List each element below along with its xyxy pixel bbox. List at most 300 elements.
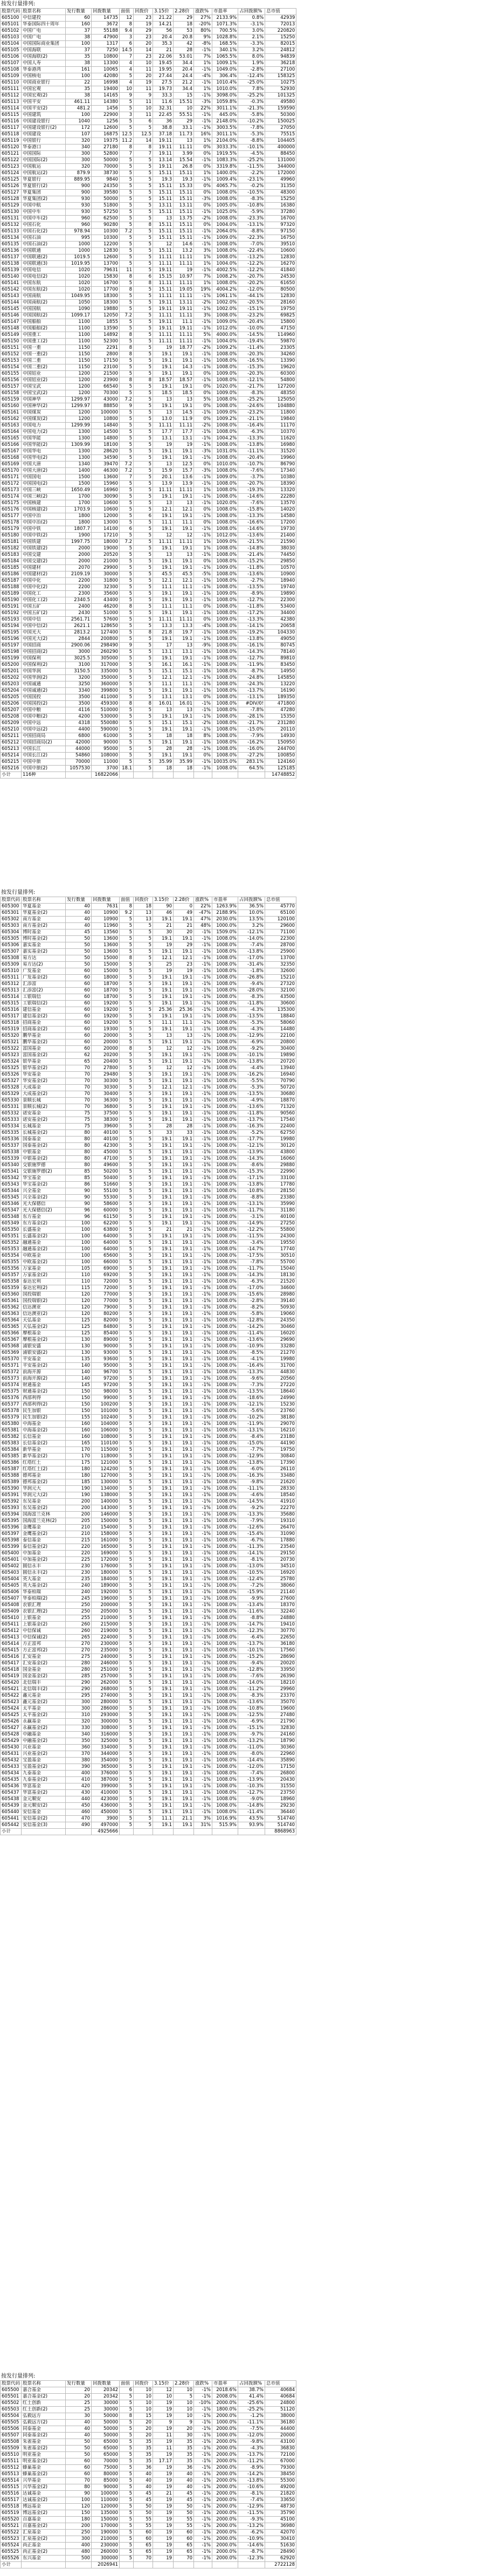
cell-share[interactable]: -13.1%: [238, 1428, 265, 1434]
cell-callback[interactable]: 172000: [92, 1557, 120, 1563]
cell-face[interactable]: 5: [120, 1091, 134, 1098]
cell-callback[interactable]: 61000: [92, 733, 120, 740]
cell-name[interactable]: 德邦基金(2): [22, 1479, 66, 1486]
cell-pe[interactable]: 1008.0%: [212, 1363, 238, 1369]
cell-cb-price[interactable]: 20: [134, 2433, 153, 2439]
cell-issue[interactable]: 3250: [66, 681, 92, 688]
cell-share[interactable]: -10.5%: [238, 1570, 265, 1576]
cell-change[interactable]: -1%: [194, 1725, 212, 1732]
cell-price-228[interactable]: 19.1: [174, 1771, 194, 1777]
table-row[interactable]: [1, 468, 296, 474]
cell-name[interactable]: 信达澳亚(2): [22, 1311, 66, 1318]
cell-pe[interactable]: 1008.0%: [212, 1020, 238, 1027]
cell-face[interactable]: 4: [120, 60, 134, 67]
cell-callback[interactable]: 110000: [92, 2497, 120, 2504]
cell-pe[interactable]: 2064.0%: [212, 229, 238, 235]
cell-face[interactable]: 5: [120, 1803, 134, 1809]
cell-callback[interactable]: 16998: [92, 80, 120, 86]
cell-change[interactable]: -1%: [194, 2543, 212, 2549]
cell-name[interactable]: 华安基金(2): [22, 1078, 66, 1085]
cell-issue[interactable]: 70000: [66, 759, 92, 766]
cell-code[interactable]: 605304: [1, 929, 22, 936]
cell-pe[interactable]: 2000.0%: [212, 2439, 238, 2446]
cell-pe[interactable]: 1008.0%: [212, 248, 238, 254]
cell-face[interactable]: 5: [120, 455, 134, 462]
cell-issue[interactable]: 3000: [66, 649, 92, 656]
cell-share[interactable]: 0.8%: [238, 15, 265, 22]
table-row[interactable]: [1, 1706, 296, 1712]
cell-code[interactable]: 605156: [1, 377, 22, 384]
cell-price-228[interactable]: 19.1: [174, 1667, 194, 1673]
cell-cb-price[interactable]: 20: [134, 73, 153, 80]
cell-price-228[interactable]: 12: [174, 1065, 194, 1072]
cell-price-228[interactable]: 19.1: [174, 1117, 194, 1124]
cell-share[interactable]: -16.3%: [238, 1124, 265, 1130]
cell-face[interactable]: 5: [120, 429, 134, 436]
cell-face[interactable]: 5: [120, 1486, 134, 1492]
cell-face[interactable]: 5: [120, 1809, 134, 1816]
cell-share[interactable]: -24.8%: [238, 675, 265, 681]
cell-name[interactable]: 中国招商(2): [22, 649, 66, 656]
table-row[interactable]: [1, 371, 296, 377]
cell-code[interactable]: 605136: [1, 248, 22, 254]
cell-price-315[interactable]: 19.1: [153, 1466, 174, 1473]
cell-issue[interactable]: 40: [66, 923, 92, 929]
cell-price-228[interactable]: 14.5: [174, 410, 194, 416]
cell-face[interactable]: 5: [120, 727, 134, 733]
cell-callback[interactable]: 55300: [92, 1195, 120, 1201]
cell-callback[interactable]: 57600: [92, 617, 120, 623]
cell-callback[interactable]: 436000: [92, 1803, 120, 1809]
cell-market-cap[interactable]: 62750: [265, 1130, 296, 1137]
cell-change[interactable]: 0%: [194, 520, 212, 526]
cell-issue[interactable]: 40: [66, 2433, 92, 2439]
cell-callback[interactable]: 18700: [92, 981, 120, 988]
cell-cb-price[interactable]: 5: [134, 1337, 153, 1344]
table-row[interactable]: [1, 1699, 296, 1706]
cell-face[interactable]: 11.2: [120, 138, 134, 144]
cell-face[interactable]: 5: [120, 1201, 134, 1208]
cell-name[interactable]: 中国神华(2): [22, 403, 66, 410]
cell-name[interactable]: 中国长江(2): [22, 753, 66, 759]
cell-pe[interactable]: 1008.0%: [212, 1078, 238, 1085]
cell-price-315[interactable]: 19.1: [153, 1538, 174, 1544]
cell-change[interactable]: -1%: [194, 1518, 212, 1525]
cell-market-cap[interactable]: 19310: [265, 1518, 296, 1525]
cell-change[interactable]: -1%: [194, 1285, 212, 1292]
cell-issue[interactable]: 180: [66, 1466, 92, 1473]
cell-issue[interactable]: 110: [66, 1279, 92, 1285]
cell-code[interactable]: 605408: [1, 1602, 22, 1609]
cell-share[interactable]: -11.4%: [238, 1331, 265, 1337]
cell-cb-price[interactable]: 5: [134, 390, 153, 397]
cell-market-cap[interactable]: 26110: [265, 1466, 296, 1473]
cell-name[interactable]: 中国船舶: [22, 319, 66, 326]
cell-name[interactable]: 金元顺安(2): [22, 1803, 66, 1809]
cell-pe[interactable]: 1008.2%: [212, 274, 238, 280]
cell-callback[interactable]: 134000: [92, 1486, 120, 1492]
cell-share[interactable]: -11.8%: [238, 604, 265, 610]
cell-cb-price[interactable]: 5: [134, 1059, 153, 1065]
cell-cb-price[interactable]: 5: [134, 923, 153, 929]
cell-price-228[interactable]: 19.1: [174, 1292, 194, 1298]
table-row[interactable]: [1, 2446, 296, 2452]
cell-name[interactable]: 中国华润(2): [22, 675, 66, 681]
cell-code[interactable]: 605504: [1, 2413, 22, 2420]
cell-callback[interactable]: 344000: [92, 1751, 120, 1758]
cell-market-cap[interactable]: 24990: [265, 1395, 296, 1402]
cell-market-cap[interactable]: 21520: [265, 1279, 296, 1285]
cell-share[interactable]: 3.2%: [238, 47, 265, 54]
cell-face[interactable]: 5: [120, 390, 134, 397]
cell-callback[interactable]: 334000: [92, 1745, 120, 1751]
cell-name[interactable]: 英大基金(2): [22, 1583, 66, 1589]
table-row[interactable]: [1, 1428, 296, 1434]
cell-price-315[interactable]: 27.5: [153, 80, 174, 86]
cell-issue[interactable]: 38: [66, 60, 92, 67]
cell-face[interactable]: 7.2: [120, 229, 134, 235]
cell-change[interactable]: -1%: [194, 1635, 212, 1641]
cell-pe[interactable]: 1008.0%: [212, 1706, 238, 1712]
table-row[interactable]: [1, 442, 296, 449]
cell-issue[interactable]: 1020: [66, 267, 92, 274]
cell-cb-price[interactable]: 5: [134, 1149, 153, 1156]
cell-pe[interactable]: 1008.0%: [212, 1337, 238, 1344]
cell-face[interactable]: 5: [120, 1363, 134, 1369]
cell-change[interactable]: -1%: [194, 1596, 212, 1602]
cell-code[interactable]: 605114: [1, 106, 22, 112]
cell-cb-price[interactable]: 5: [134, 1563, 153, 1570]
cell-code[interactable]: 605383: [1, 1441, 22, 1447]
cell-code[interactable]: 605367: [1, 1337, 22, 1344]
cell-pe[interactable]: 1008.0%: [212, 1324, 238, 1331]
cell-callback[interactable]: 55100: [92, 1188, 120, 1195]
column-header-name[interactable]: 股票名称: [22, 897, 66, 904]
cell-name[interactable]: 中国中粮(2): [22, 714, 66, 720]
cell-market-cap[interactable]: 42380: [265, 617, 296, 623]
cell-callback[interactable]: 12000: [92, 513, 120, 520]
cell-code[interactable]: 605110: [1, 80, 22, 86]
cell-code[interactable]: 605357: [1, 1272, 22, 1279]
cell-cb-price[interactable]: 5: [134, 293, 153, 300]
cell-market-cap[interactable]: 33650: [265, 2497, 296, 2504]
cell-pe[interactable]: 1008.0%: [212, 1279, 238, 1285]
cell-face[interactable]: 5: [120, 962, 134, 968]
cell-pe[interactable]: 2000.0%: [212, 2478, 238, 2484]
column-header-code[interactable]: 股票代码: [1, 9, 22, 15]
cell-price-228[interactable]: 19: [174, 968, 194, 975]
cell-pe[interactable]: 1008.0%: [212, 753, 238, 759]
cell-share[interactable]: -5.3%: [238, 1085, 265, 1091]
cell-cb-price[interactable]: 5: [134, 1796, 153, 1803]
table-row[interactable]: [1, 975, 296, 981]
cell-change[interactable]: -1%: [194, 1162, 212, 1169]
cell-share[interactable]: -16.1%: [238, 643, 265, 649]
cell-share[interactable]: -9.4%: [238, 1661, 265, 1667]
cell-callback[interactable]: 13600: [92, 949, 120, 955]
cell-issue[interactable]: 60: [66, 981, 92, 988]
cell-price-315[interactable]: 19.1: [153, 1027, 174, 1033]
cell-cb-price[interactable]: 5: [134, 1570, 153, 1576]
cell-price-228[interactable]: 13.11: [174, 300, 194, 306]
cell-price-228[interactable]: 35: [174, 2439, 194, 2446]
cell-pe[interactable]: 1008.0%: [212, 1583, 238, 1589]
table-row[interactable]: [1, 2452, 296, 2458]
cell-share[interactable]: -11.7%: [238, 1266, 265, 1272]
cell-price-228[interactable]: 15.11: [174, 209, 194, 216]
cell-share[interactable]: -4.4%: [238, 1065, 265, 1072]
cell-change[interactable]: -1%: [194, 1001, 212, 1007]
column-header-callback[interactable]: 回拨数量: [92, 9, 120, 15]
cell-name[interactable]: 长盛基金: [22, 1227, 66, 1234]
cell-face[interactable]: 5: [120, 326, 134, 332]
cell-change[interactable]: 0%: [194, 144, 212, 151]
cell-callback[interactable]: 13600: [92, 936, 120, 942]
cell-market-cap[interactable]: 19980: [265, 1356, 296, 1363]
cell-cb-price[interactable]: 5: [134, 766, 153, 772]
cell-callback[interactable]: 230000: [92, 1641, 120, 1648]
cell-cb-price[interactable]: 19: [134, 80, 153, 86]
cell-cb-price[interactable]: 5: [134, 170, 153, 177]
cell-callback[interactable]: 60000: [92, 1208, 120, 1214]
cell-name[interactable]: 兴业基金(2): [22, 1751, 66, 1758]
cell-name[interactable]: 中国中粮: [22, 707, 66, 714]
cell-name[interactable]: 中国船舶(2): [22, 326, 66, 332]
cell-issue[interactable]: 35: [66, 54, 92, 60]
table-row[interactable]: [1, 2465, 296, 2471]
cell-change[interactable]: -1%: [194, 1318, 212, 1324]
cell-name[interactable]: 光大保德信(2): [22, 1208, 66, 1214]
cell-name[interactable]: 中国铁建(2): [22, 546, 66, 552]
cell-issue[interactable]: 60: [66, 2465, 92, 2471]
cell-pe[interactable]: 1008.0%: [212, 681, 238, 688]
cell-face[interactable]: 5: [120, 1246, 134, 1253]
cell-issue[interactable]: 210: [66, 1531, 92, 1538]
table-row[interactable]: [1, 1130, 296, 1137]
cell-callback[interactable]: 100000: [92, 410, 120, 416]
cell-code[interactable]: 605321: [1, 1039, 22, 1046]
cell-pe[interactable]: 1008.0%: [212, 1104, 238, 1111]
cell-issue[interactable]: 930: [66, 209, 92, 216]
cell-change[interactable]: -1%: [194, 494, 212, 500]
cell-change[interactable]: -1%: [194, 1020, 212, 1027]
cell-pe[interactable]: 1008.0%: [212, 1033, 238, 1039]
cell-issue[interactable]: 1020: [66, 274, 92, 280]
cell-share[interactable]: -26.8%: [238, 975, 265, 981]
cell-face[interactable]: 5: [120, 1441, 134, 1447]
cell-change[interactable]: -1%: [194, 67, 212, 73]
cell-callback[interactable]: 16960: [92, 487, 120, 494]
cell-issue[interactable]: 145: [66, 1382, 92, 1389]
cell-issue[interactable]: 160: [66, 22, 92, 28]
cell-market-cap[interactable]: 27480: [265, 1712, 296, 1719]
cell-market-cap[interactable]: 50930: [265, 1305, 296, 1311]
cell-price-315[interactable]: 19.1: [153, 1208, 174, 1214]
cell-callback[interactable]: 29480: [92, 1072, 120, 1078]
cell-face[interactable]: 5: [120, 358, 134, 364]
cell-pe[interactable]: 1008.0%: [212, 455, 238, 462]
cell-price-228[interactable]: 19: [174, 442, 194, 449]
cell-face[interactable]: 5: [120, 2510, 134, 2517]
cell-name[interactable]: 华夏银行: [22, 177, 66, 183]
cell-share[interactable]: -21.7%: [238, 384, 265, 390]
cell-pe[interactable]: 1008.0%: [212, 1389, 238, 1395]
cell-cb-price[interactable]: 5: [134, 300, 153, 306]
cell-callback[interactable]: 18700: [92, 994, 120, 1001]
cell-share[interactable]: -9.8%: [238, 2439, 265, 2446]
cell-price-228[interactable]: 19.1: [174, 1531, 194, 1538]
cell-price-315[interactable]: 19.1: [153, 1544, 174, 1551]
cell-pe[interactable]: 4002.5%: [212, 267, 238, 274]
cell-price-315[interactable]: 19.1: [153, 1014, 174, 1020]
cell-market-cap[interactable]: 40684: [265, 2394, 296, 2400]
column-header-pe[interactable]: 市盈率: [212, 2381, 238, 2387]
cell-face[interactable]: 5: [120, 597, 134, 604]
cell-price-228[interactable]: 19.1: [174, 513, 194, 520]
cell-price-228[interactable]: 13.1: [174, 649, 194, 656]
cell-share[interactable]: -1.2%: [238, 2413, 265, 2420]
cell-callback[interactable]: 50000: [92, 2420, 120, 2426]
cell-market-cap[interactable]: 19960: [265, 455, 296, 462]
cell-cb-price[interactable]: 5: [134, 1143, 153, 1149]
cell-face[interactable]: 5: [120, 1635, 134, 1641]
cell-cb-price[interactable]: 5: [134, 1318, 153, 1324]
cell-price-228[interactable]: 19.1: [174, 1505, 194, 1512]
cell-price-228[interactable]: 14.3: [174, 364, 194, 371]
cell-pe[interactable]: 2000.0%: [212, 2452, 238, 2458]
cell-cb-price[interactable]: 5: [134, 1816, 153, 1822]
cell-change[interactable]: -1%: [194, 1421, 212, 1428]
cell-market-cap[interactable]: 16190: [265, 688, 296, 694]
cell-change[interactable]: -1%: [194, 552, 212, 559]
cell-price-228[interactable]: 15.11: [174, 222, 194, 229]
cell-name[interactable]: 中国中旅: [22, 759, 66, 766]
cell-share[interactable]: -9.0%: [238, 1796, 265, 1803]
cell-pe[interactable]: 1008.0%: [212, 1460, 238, 1466]
cell-code[interactable]: 605346: [1, 1201, 22, 1208]
table-row[interactable]: [1, 229, 296, 235]
cell-callback[interactable]: 50000: [92, 196, 120, 203]
table-row[interactable]: [1, 1816, 296, 1822]
cell-issue[interactable]: 280: [66, 1661, 92, 1667]
cell-code[interactable]: 605144: [1, 300, 22, 306]
cell-price-228[interactable]: 19.1: [174, 1149, 194, 1156]
cell-share[interactable]: -13.5%: [238, 584, 265, 591]
cell-issue[interactable]: 20: [66, 2394, 92, 2400]
cell-issue[interactable]: 2000: [66, 559, 92, 565]
cell-name[interactable]: 诺安基金: [22, 1111, 66, 1117]
cell-price-315[interactable]: 19.1: [153, 1667, 174, 1673]
table-row[interactable]: [1, 93, 296, 99]
cell-cb-price[interactable]: 23: [134, 35, 153, 41]
cell-cb-price[interactable]: 5: [134, 526, 153, 533]
cell-code[interactable]: 605135: [1, 242, 22, 248]
cell-code[interactable]: 605308: [1, 955, 22, 962]
cell-cb-price[interactable]: 5: [134, 1764, 153, 1771]
cell-issue[interactable]: 320: [66, 138, 92, 144]
cell-pe[interactable]: 1008.0%: [212, 1628, 238, 1635]
cell-share[interactable]: -1.8%: [238, 968, 265, 975]
cell-market-cap[interactable]: 30680: [265, 1091, 296, 1098]
cell-change[interactable]: -1%: [194, 1809, 212, 1816]
cell-issue[interactable]: 320: [66, 164, 92, 170]
cell-market-cap[interactable]: 22990: [265, 1169, 296, 1175]
cell-code[interactable]: 605400: [1, 1551, 22, 1557]
cell-name[interactable]: 同泰基金(2): [22, 2433, 66, 2439]
cell-change[interactable]: -1%: [194, 1175, 212, 1182]
table-row[interactable]: [1, 2478, 296, 2484]
cell-market-cap[interactable]: 10275: [265, 80, 296, 86]
cell-market-cap[interactable]: 37280: [265, 209, 296, 216]
cell-name[interactable]: 大成基金: [22, 1085, 66, 1091]
cell-pe[interactable]: 1020.0%: [212, 384, 238, 390]
cell-name[interactable]: 嘉合基金(2): [22, 2394, 66, 2400]
cell-price-315[interactable]: 20.1: [153, 474, 174, 481]
cell-name[interactable]: 银华基金(2): [22, 1065, 66, 1072]
cell-name[interactable]: 中国平安(2): [22, 106, 66, 112]
cell-name[interactable]: 中国东航(2): [22, 287, 66, 293]
cell-share[interactable]: 7.8%: [238, 86, 265, 93]
cell-market-cap[interactable]: 28980: [265, 1292, 296, 1298]
cell-issue[interactable]: 1200: [66, 384, 92, 390]
cell-callback[interactable]: 169000: [92, 1551, 120, 1557]
cell-share[interactable]: -10.9%: [238, 2536, 265, 2543]
cell-cb-price[interactable]: 5: [134, 1085, 153, 1091]
cell-face[interactable]: 5: [120, 2433, 134, 2439]
cell-change[interactable]: 9%: [194, 35, 212, 41]
cell-face[interactable]: 5: [120, 190, 134, 196]
column-header-price-315[interactable]: 3.15价: [153, 2381, 174, 2387]
cell-cb-price[interactable]: 5: [134, 1706, 153, 1712]
cell-market-cap[interactable]: 11800: [265, 410, 296, 416]
cell-share[interactable]: -17.5%: [238, 1253, 265, 1259]
cell-callback[interactable]: 180000: [92, 1570, 120, 1576]
cell-face[interactable]: 8: [120, 2413, 134, 2420]
cell-market-cap[interactable]: 80745: [265, 643, 296, 649]
cell-code[interactable]: 605206: [1, 701, 22, 707]
cell-share[interactable]: -28.0%: [238, 988, 265, 994]
cell-face[interactable]: 12.5: [120, 132, 134, 138]
cell-market-cap[interactable]: 59870: [265, 339, 296, 345]
cell-callback[interactable]: 72000: [92, 1279, 120, 1285]
cell-face[interactable]: 5: [120, 1570, 134, 1576]
cell-price-315[interactable]: 17.17: [153, 2458, 174, 2465]
cell-name[interactable]: 长信基金(2): [22, 1441, 66, 1447]
cell-market-cap[interactable]: 51120: [265, 2407, 296, 2413]
cell-change[interactable]: -1%: [194, 2530, 212, 2536]
cell-market-cap[interactable]: 97150: [265, 229, 296, 235]
cell-change[interactable]: -1%: [194, 707, 212, 714]
cell-pe[interactable]: 700.5%: [212, 28, 238, 35]
cell-face[interactable]: 5: [120, 2517, 134, 2523]
table-row[interactable]: [1, 1175, 296, 1182]
table-row[interactable]: [1, 1628, 296, 1635]
cell-cb-price[interactable]: 5: [134, 1641, 153, 1648]
cell-issue[interactable]: 235: [66, 1576, 92, 1583]
cell-share[interactable]: -13.8%: [238, 1460, 265, 1466]
cell-share[interactable]: -16.6%: [238, 520, 265, 526]
table-row[interactable]: [1, 1143, 296, 1149]
cell-name[interactable]: 华夏基金(2): [22, 910, 66, 917]
cell-change[interactable]: -1%: [194, 1615, 212, 1622]
cell-price-315[interactable]: 19.1: [153, 1803, 174, 1809]
cell-change[interactable]: -1%: [194, 1492, 212, 1499]
cell-issue[interactable]: 3500: [66, 701, 92, 707]
table-row[interactable]: [1, 1693, 296, 1699]
cell-cb-price[interactable]: 5: [134, 242, 153, 248]
table-row[interactable]: [1, 177, 296, 183]
cell-issue[interactable]: 420: [66, 1783, 92, 1790]
